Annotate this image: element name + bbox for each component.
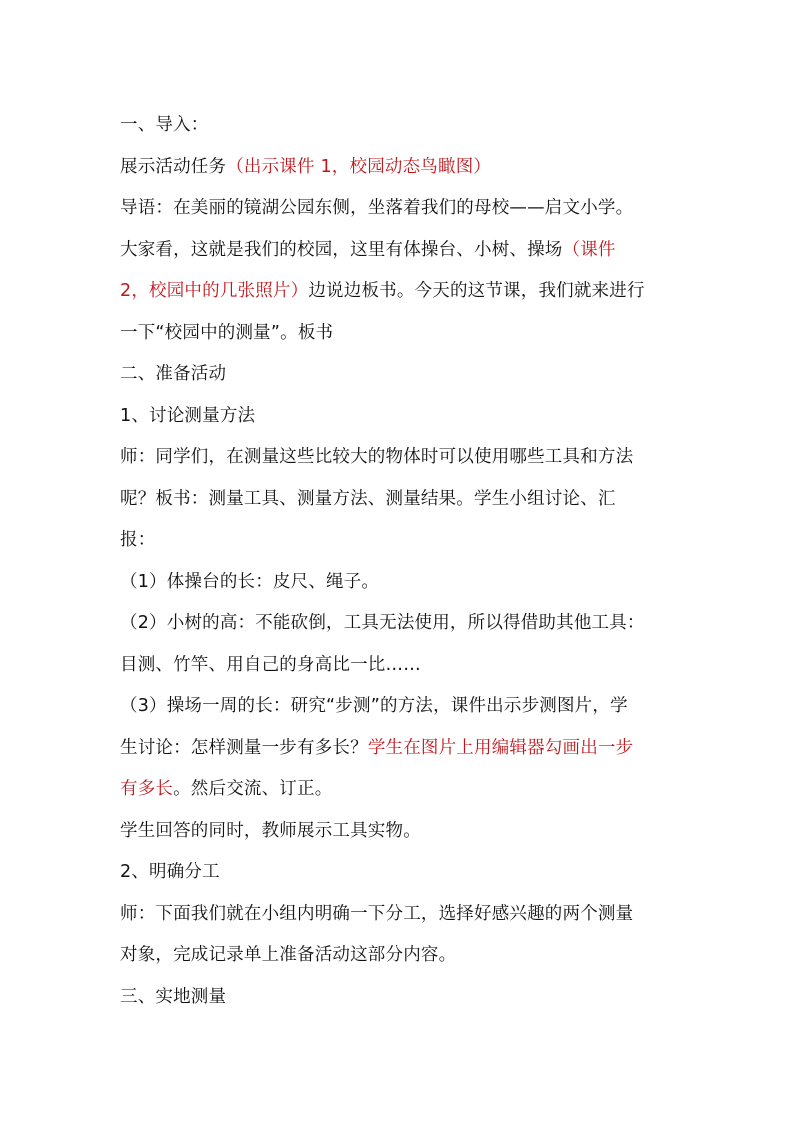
body-text: 对象，完成记录单上准备活动这部分内容。 <box>120 945 457 965</box>
highlighted-text: 学生在图片上用编辑器勾画出一步 <box>367 737 634 758</box>
body-text: 生讨论：怎样测量一步有多长？ <box>120 737 368 758</box>
text-line <box>120 852 674 894</box>
body-text: 三、实地测量 <box>120 986 227 1007</box>
text-line <box>120 396 674 438</box>
text-line <box>120 562 674 604</box>
highlighted-text: 有多长 <box>120 779 174 799</box>
text-line <box>120 354 674 396</box>
body-text: 大家看，这就是我们的校园，这里有体操台、小树、操场 <box>120 239 563 260</box>
highlighted-text: （课件 <box>562 239 616 260</box>
body-text: （1）体操台的长：皮尺、绳子。 <box>120 571 380 592</box>
text-line <box>120 230 674 272</box>
highlighted-text: （出示课件 1，校园动态鸟瞰图） <box>226 156 492 177</box>
body-text: 一下“校园中的测量”。板书 <box>120 322 334 343</box>
text-line <box>120 811 674 853</box>
body-text: 报： <box>120 530 156 550</box>
text-line <box>120 686 674 728</box>
text-line <box>120 437 674 479</box>
body-text: 。然后交流、订正。 <box>173 779 333 799</box>
text-line <box>120 935 674 977</box>
body-text: 一、导入： <box>120 115 209 135</box>
body-text: 学生回答的同时，教师展示工具实物。 <box>120 820 421 841</box>
body-text: （2）小树的高：不能砍倒，工具无法使用，所以得借助其他工具： <box>120 613 645 633</box>
document-body <box>120 105 674 1018</box>
text-line <box>120 645 674 687</box>
text-line <box>120 977 674 1019</box>
text-line <box>120 147 674 189</box>
body-text: 展示活动任务 <box>120 156 227 177</box>
body-text: 师：同学们，在测量这些比较大的物体时可以使用哪些工具和方法 <box>120 447 634 467</box>
text-line <box>120 188 674 230</box>
body-text: 二、准备活动 <box>120 364 227 384</box>
text-line <box>120 769 674 811</box>
text-line <box>120 603 674 645</box>
text-line <box>120 271 674 313</box>
text-line <box>120 105 674 147</box>
body-text: （3）操场一周的长：研究“步测”的方法，课件出示步测图片，学 <box>120 696 628 716</box>
body-text: 目测、竹竿、用自己的身高比一比…… <box>120 654 421 675</box>
text-line <box>120 520 674 562</box>
text-line <box>120 313 674 355</box>
text-line <box>120 894 674 936</box>
body-text: 边说边板书。今天的这节课，我们就来进行 <box>308 281 645 301</box>
highlighted-text: 2，校园中的几张照片） <box>120 281 309 301</box>
text-line <box>120 479 674 521</box>
text-line <box>120 728 674 770</box>
body-text: 师：下面我们就在小组内明确一下分工，选择好感兴趣的两个测量 <box>120 903 634 924</box>
body-text: 2、明确分工 <box>120 862 220 882</box>
body-text: 导语：在美丽的镜湖公园东侧，坐落着我们的母校——启文小学。 <box>120 198 634 218</box>
body-text: 1、讨论测量方法 <box>120 405 256 426</box>
body-text: 呢？板书：测量工具、测量方法、测量结果。学生小组讨论、汇 <box>120 488 616 509</box>
